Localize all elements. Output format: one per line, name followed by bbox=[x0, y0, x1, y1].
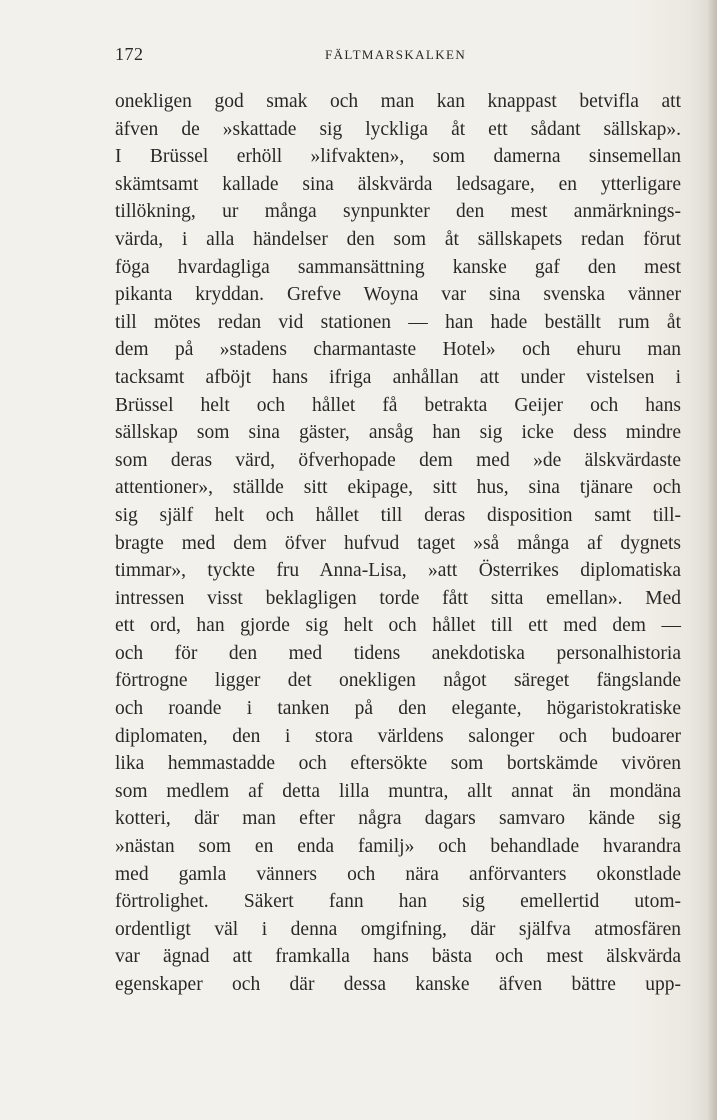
text-line: och för den med tidens anekdotiska personalhistoria bbox=[115, 642, 681, 664]
page-number: 172 bbox=[115, 44, 144, 64]
text-line: som medlem af detta lilla muntra, allt annat än mondäna bbox=[115, 780, 681, 802]
text-line: förtrogne ligger det onekligen något säreget fängslande bbox=[115, 670, 681, 692]
text-line: I Brüssel erhöll »lifvakten», som damerna sinsemellan bbox=[115, 146, 681, 168]
text-line: till mötes redan vid stationen — han hade beställt rum åt bbox=[115, 311, 681, 333]
text-line: »nästan som en enda familj» och behandlade hvarandra bbox=[115, 836, 681, 858]
text-line: som deras värd, öfverhopade dem med »de älskvärdaste bbox=[115, 449, 681, 471]
running-head bbox=[115, 44, 681, 68]
text-line: Brüssel helt och hållet få betrakta Geijer och hans bbox=[115, 394, 681, 416]
running-title: FÄLTMARSKALKEN bbox=[325, 47, 467, 62]
text-line: ett ord, han gjorde sig helt och hållet till ett med dem — bbox=[115, 615, 681, 637]
text-line: förtrolighet. Säkert fann han sig emellertid utom- bbox=[115, 891, 681, 913]
text-line: sällskap som sina gäster, ansåg han sig icke dess mindre bbox=[115, 422, 681, 444]
text-line: bragte med dem öfver hufvud taget »så många af dygnets bbox=[115, 532, 681, 554]
text-line: egenskaper och där dessa kanske äfven bättre upp- bbox=[115, 974, 681, 995]
text-line: skämtsamt kallade sina älskvärda ledsagare, en ytterligare bbox=[115, 173, 681, 195]
text-line: äfven de »skattade sig lyckliga åt ett sådant sällskap». bbox=[115, 118, 681, 140]
page-edge-shadow bbox=[707, 0, 717, 1120]
text-line: sig själf helt och hållet till deras disposition samt till- bbox=[115, 504, 681, 526]
text-line: ordentligt väl i denna omgifning, där själfva atmosfären bbox=[115, 918, 681, 940]
text-line: var ägnad att framkalla hans bästa och mest älskvärda bbox=[115, 946, 681, 968]
text-line: kotteri, där man efter några dagars samvaro kände sig bbox=[115, 808, 681, 830]
text-line: intressen visst beklagligen torde fått sitta emellan». Med bbox=[115, 587, 681, 609]
text-line: dem på »stadens charmantaste Hotel» och ehuru man bbox=[115, 339, 681, 361]
body-text bbox=[115, 88, 681, 999]
text-line: tillökning, ur många synpunkter den mest anmärknings- bbox=[115, 201, 681, 223]
text-line: attentioner», ställde sitt ekipage, sitt hus, sina tjänare och bbox=[115, 477, 681, 499]
text-line: pikanta kryddan. Grefve Woyna var sina svenska vänner bbox=[115, 284, 681, 306]
text-line: tacksamt afböjt hans ifriga anhållan att under vistelsen i bbox=[115, 366, 681, 388]
text-line: och roande i tanken på den elegante, högaristokratiske bbox=[115, 698, 681, 720]
text-line: värda, i alla händelser den som åt sällskapets redan förut bbox=[115, 228, 681, 250]
text-line: med gamla vänners och nära anförvanters okonstlade bbox=[115, 863, 681, 885]
text-line: diplomaten, den i stora världens salonger och budoarer bbox=[115, 725, 681, 747]
text-line: onekligen god smak och man kan knappast betvifla att bbox=[115, 91, 681, 112]
text-line: lika hemmastadde och eftersökte som bortskämde vivören bbox=[115, 753, 681, 775]
text-line: timmar», tyckte fru Anna-Lisa, »att Österrikes diplomatiska bbox=[115, 560, 681, 582]
text-line: föga hvardagliga sammansättning kanske gaf den mest bbox=[115, 256, 681, 278]
